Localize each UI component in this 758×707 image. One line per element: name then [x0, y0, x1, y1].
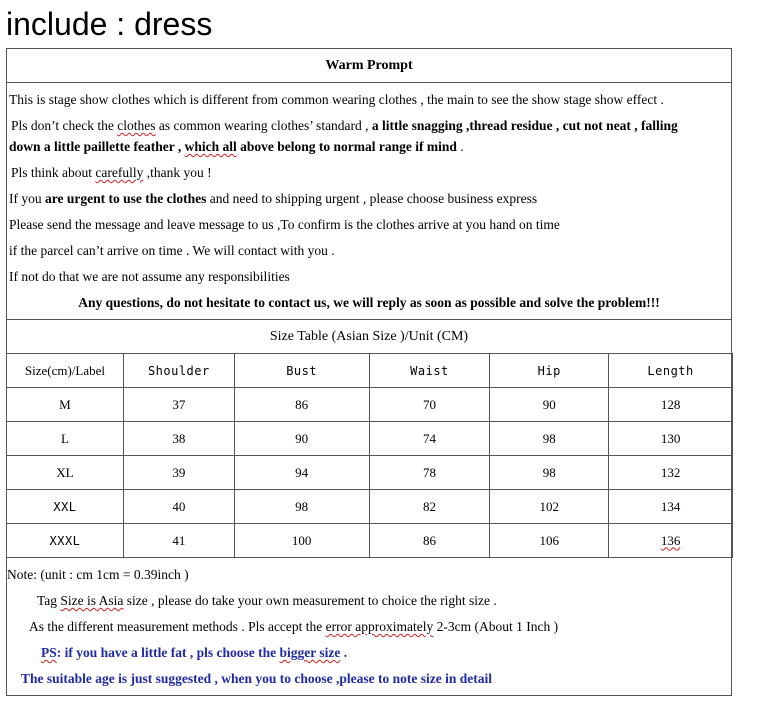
table-cell: 74: [369, 422, 490, 456]
table-cell: 90: [234, 422, 369, 456]
header-cell: Bust: [234, 354, 369, 388]
table-cell: 40: [123, 490, 234, 524]
table-row: [7, 524, 733, 558]
table-cell: 128: [609, 388, 733, 422]
prompt-line-1: This is stage show clothes which is different from common wearing clothes , the main to see the show stage show effect .: [9, 92, 664, 107]
table-cell: 102: [490, 490, 609, 524]
header-cell: Hip: [490, 354, 609, 388]
prompt-line-7: if the parcel can’t arrive on time . We will contact with you .: [9, 243, 335, 258]
warm-prompt-heading: Warm Prompt: [325, 58, 413, 73]
table-header-row: [7, 354, 733, 388]
note-unit: Note: (unit : cm 1cm = 0.39inch ): [7, 567, 189, 582]
size-label: M: [7, 388, 124, 422]
prompt-line-8: If not do that we are not assume any responsibilities: [9, 269, 290, 284]
size-table: [6, 353, 733, 558]
table-cell: 106: [490, 524, 609, 558]
prompt-line-9: Any questions, do not hesitate to contact us, we will reply as soon as possible and solve the problem!!!: [78, 295, 660, 310]
table-row: [7, 490, 733, 524]
prompt-line-3: down a little paillette feather , which all above belong to normal range if mind .: [9, 139, 464, 154]
table-cell: 37: [123, 388, 234, 422]
prompt-line-2: Pls don’t check the clothes as common wearing clothes’ standard , a little snagging ,thread residue , cut not neat , falling: [11, 118, 678, 133]
size-label: XXL: [7, 490, 124, 524]
table-cell: 41: [123, 524, 234, 558]
size-label: XL: [7, 456, 124, 490]
table-cell: 134: [609, 490, 733, 524]
table-cell: 86: [234, 388, 369, 422]
header-cell: Length: [609, 354, 733, 388]
size-label: XXXL: [7, 524, 124, 558]
table-cell: 98: [490, 456, 609, 490]
note-ps: PS: if you have a little fat , pls choose the bigger size .: [41, 645, 348, 660]
table-cell: 38: [123, 422, 234, 456]
note-age: The suitable age is just suggested , when you to choose ,please to note size in detail: [21, 671, 493, 686]
table-cell: 90: [490, 388, 609, 422]
prompt-line-5: If you are urgent to use the clothes and need to shipping urgent , please choose business express: [9, 191, 538, 206]
table-row: [7, 388, 733, 422]
divider: [7, 82, 731, 83]
table-cell: 39: [123, 456, 234, 490]
note-tag-size: Tag Size is Asia size , please do take your own measurement to choice the right size .: [37, 593, 497, 608]
header-cell: Size(cm)/Label: [7, 354, 124, 388]
info-frame: [6, 48, 732, 696]
table-cell: 78: [369, 456, 490, 490]
note-measurement: As the different measurement methods . Pls accept the error approximately 2-3cm (About 1 Inch ): [29, 619, 559, 634]
table-cell: 136: [609, 524, 733, 558]
size-table-title: Size Table (Asian Size )/Unit (CM): [269, 329, 469, 344]
size-label: L: [7, 422, 124, 456]
table-cell: 70: [369, 388, 490, 422]
header-cell: Waist: [369, 354, 490, 388]
table-row: [7, 422, 733, 456]
table-cell: 100: [234, 524, 369, 558]
table-row: [7, 456, 733, 490]
table-cell: 82: [369, 490, 490, 524]
table-cell: 98: [234, 490, 369, 524]
table-cell: 130: [609, 422, 733, 456]
table-cell: 94: [234, 456, 369, 490]
prompt-line-6: Please send the message and leave message to us ,To confirm is the clothes arrive at you hand on time: [9, 217, 560, 232]
table-cell: 98: [490, 422, 609, 456]
prompt-line-4: Pls think about carefully ,thank you !: [11, 165, 212, 180]
table-cell: 86: [369, 524, 490, 558]
table-cell: 132: [609, 456, 733, 490]
header-cell: Shoulder: [123, 354, 234, 388]
page-title: include : dress: [6, 6, 213, 42]
